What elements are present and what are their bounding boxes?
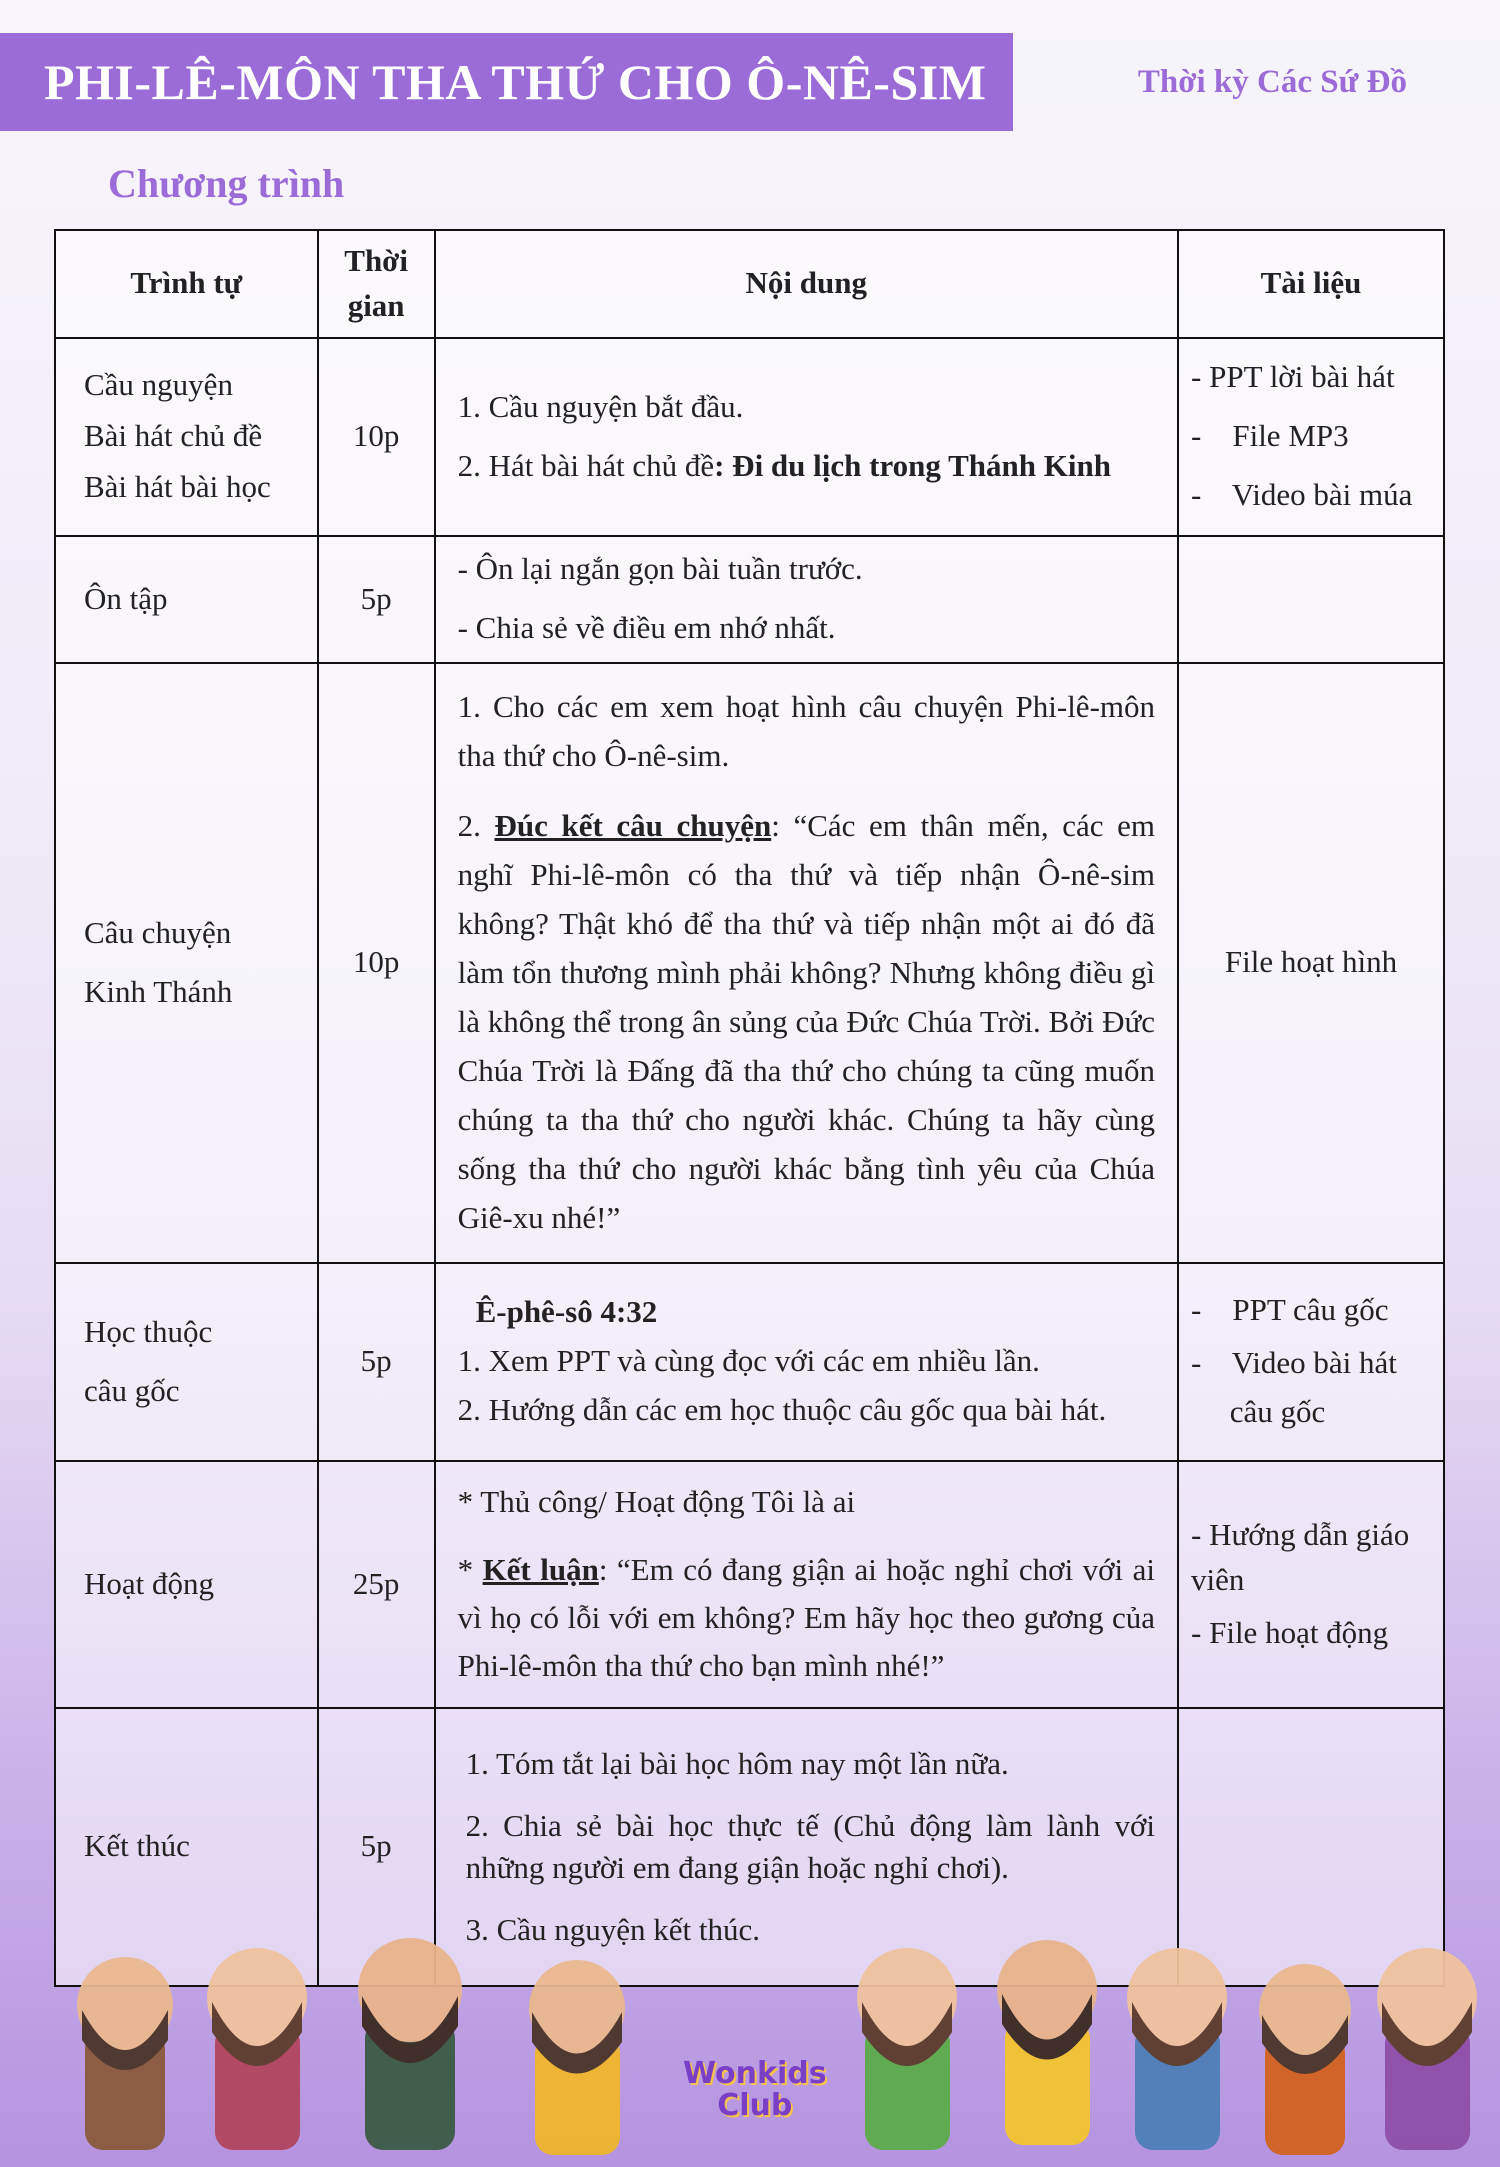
program-table bbox=[54, 229, 1445, 1987]
materials-cell bbox=[1178, 1263, 1444, 1461]
content-line: - Chia sẻ về điều em nhớ nhất. bbox=[457, 610, 836, 646]
materials-cell bbox=[1178, 536, 1444, 663]
step-line: câu gốc bbox=[84, 1372, 180, 1408]
time-cell: 5p bbox=[318, 1708, 435, 1986]
materials-cell bbox=[1178, 1461, 1444, 1708]
step-line: Ôn tập bbox=[84, 580, 168, 616]
conclusion-label: Kết luận bbox=[482, 1552, 599, 1588]
content-line: * Thủ công/ Hoạt động Tôi là ai bbox=[457, 1484, 856, 1520]
step-cell bbox=[55, 1263, 318, 1461]
time-cell: 25p bbox=[318, 1461, 435, 1708]
table-row bbox=[55, 1263, 1444, 1461]
content-cell bbox=[435, 338, 1178, 536]
apostle-figure bbox=[358, 1938, 462, 2150]
header-time bbox=[318, 230, 435, 338]
content-text: : “Các em thân mến, các em nghĩ Phi-lê-môn có tha thứ và tiếp nhận Ô-nê-sim không? Thật khó để tha thứ và tiếp nhận một ai đó đã làm tổn thương mình phải không? Nhưng không điều gì là không thể trong ân sủng của Đức Chúa Trời. Bởi Đức Chúa Trời là Đấng đã tha thứ cho chúng ta cũng muốn chúng ta tha thứ cho người khác. Chúng ta hãy cùng sống tha thứ cho người khác bằng tình yêu của Chúa Giê-xu nhé!” bbox=[457, 808, 1156, 1236]
logo-line: Wonkids bbox=[683, 2056, 827, 2091]
apostle-figure bbox=[77, 1957, 173, 2150]
wonkids-club-logo bbox=[683, 2058, 827, 2121]
step-cell bbox=[55, 536, 318, 663]
content-line: 1. Cầu nguyện bắt đầu. bbox=[457, 388, 744, 424]
time-cell: 5p bbox=[318, 536, 435, 663]
table-row bbox=[55, 663, 1444, 1263]
step-cell bbox=[55, 1461, 318, 1708]
step-line: Kinh Thánh bbox=[84, 973, 233, 1009]
table-row bbox=[55, 338, 1444, 536]
step-line: Hoạt động bbox=[84, 1565, 215, 1601]
step-line: Bài hát bài học bbox=[84, 469, 271, 505]
step-cell bbox=[55, 338, 318, 536]
summary-label: Đúc kết câu chuyện bbox=[494, 808, 772, 844]
header-time-line2: gian bbox=[347, 287, 405, 323]
time-cell: 10p bbox=[318, 338, 435, 536]
step-cell bbox=[55, 663, 318, 1263]
material-item: - Video bài múa bbox=[1191, 477, 1413, 513]
section-title: Chương trình bbox=[108, 161, 345, 206]
content-cell bbox=[435, 1461, 1178, 1708]
content-text: 2. bbox=[457, 808, 495, 844]
content-text: 2. Hát bài hát chủ đề bbox=[457, 447, 715, 483]
theme-song-title: : Đi du lịch trong Thánh Kinh bbox=[714, 447, 1111, 483]
content-line: 1. Tóm tắt lại bài học hôm nay một lần nữa. bbox=[465, 1746, 1009, 1782]
content-paragraph: 1. Cho các em xem hoạt hình câu chuyện Phi-lê-môn tha thứ cho Ô-nê-sim. bbox=[457, 688, 1156, 773]
content-text: * bbox=[457, 1552, 483, 1588]
apostle-figure bbox=[1259, 1964, 1351, 2155]
material-item: File hoạt hình bbox=[1224, 944, 1398, 980]
apostle-figure bbox=[207, 1948, 307, 2150]
step-line: Học thuộc bbox=[84, 1313, 213, 1349]
time-cell: 5p bbox=[318, 1263, 435, 1461]
material-item: - File MP3 bbox=[1191, 418, 1349, 454]
step-line: Cầu nguyện bbox=[84, 367, 233, 403]
material-item: câu gốc bbox=[1191, 1394, 1326, 1430]
time-cell: 10p bbox=[318, 663, 435, 1263]
apostle-figure bbox=[857, 1948, 957, 2150]
content-line: 2. Chia sẻ bài học thực tế (Chủ động làm lành với những người em đang giận hoặc nghỉ chơi). bbox=[465, 1808, 1156, 1885]
content-cell bbox=[435, 663, 1178, 1263]
table-row bbox=[55, 1461, 1444, 1708]
apostle-figure bbox=[529, 1960, 625, 2155]
logo-line: Club bbox=[717, 2087, 793, 2123]
content-line: 2. Hướng dẫn các em học thuộc câu gốc qua bài hát. bbox=[457, 1392, 1107, 1428]
header-content: Nội dung bbox=[435, 230, 1178, 338]
content-cell bbox=[435, 1263, 1178, 1461]
material-item: - PPT câu gốc bbox=[1191, 1292, 1389, 1328]
materials-cell bbox=[1178, 338, 1444, 536]
page-title: PHI-LÊ-MÔN THA THỨ CHO Ô-NÊ-SIM bbox=[44, 54, 987, 110]
apostle-figure bbox=[997, 1940, 1097, 2145]
content-line: 3. Cầu nguyện kết thúc. bbox=[465, 1911, 761, 1947]
header-materials: Tài liệu bbox=[1178, 230, 1444, 338]
period-label: Thời kỳ Các Sứ Đồ bbox=[1137, 64, 1407, 100]
header-time-line1: Thời bbox=[344, 243, 408, 278]
apostle-figure bbox=[1377, 1948, 1477, 2150]
material-item: - PPT lời bài hát bbox=[1191, 359, 1395, 395]
material-item: - File hoạt động bbox=[1191, 1614, 1389, 1650]
apostle-figure bbox=[1127, 1948, 1227, 2150]
step-line: Câu chuyện bbox=[84, 914, 232, 950]
table-header-row bbox=[55, 230, 1444, 338]
step-line: Bài hát chủ đề bbox=[84, 418, 263, 454]
content-paragraph bbox=[458, 802, 1155, 1243]
table-row bbox=[55, 536, 1444, 663]
content-line: - Ôn lại ngắn gọn bài tuần trước. bbox=[457, 551, 863, 587]
content-cell bbox=[435, 536, 1178, 663]
content-line bbox=[458, 444, 1155, 489]
content-paragraph bbox=[458, 1546, 1155, 1690]
memory-verse-ref: Ê-phê-sô 4:32 bbox=[475, 1294, 658, 1330]
materials-cell bbox=[1178, 663, 1444, 1263]
content-line: 1. Xem PPT và cùng đọc với các em nhiều lần. bbox=[457, 1343, 1040, 1379]
title-banner bbox=[0, 33, 1013, 131]
material-item: - Video bài hát bbox=[1191, 1345, 1397, 1381]
content-text: : “Em có đang giận ai hoặc nghỉ chơi với ai vì họ có lỗi với em không? Em hãy học theo gương của Phi-lê-môn tha thứ cho bạn mình nhé!” bbox=[457, 1552, 1156, 1684]
header-step: Trình tự bbox=[55, 230, 318, 338]
material-item: - Hướng dẫn giáo viên bbox=[1191, 1516, 1410, 1597]
step-line: Kết thúc bbox=[84, 1828, 190, 1864]
